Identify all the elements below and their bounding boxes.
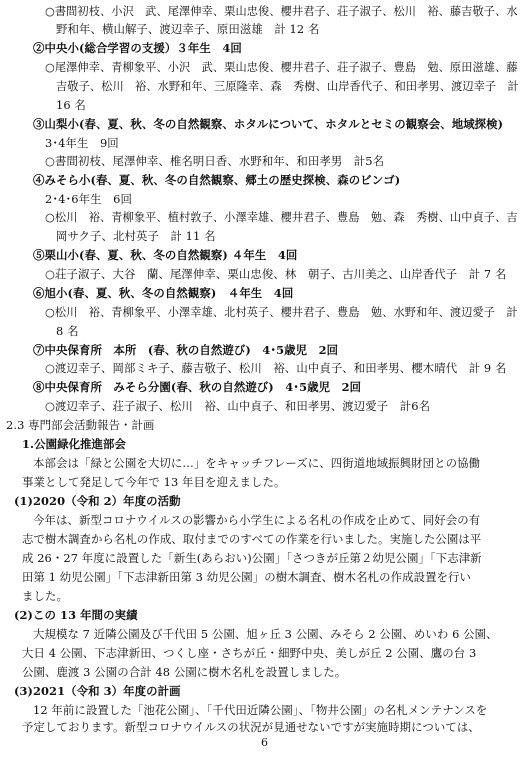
paragraph-line: 今年は、新型コロナウイルスの影響から小学生による名札の作成を止めて、同好会の有	[33, 513, 481, 527]
text-line: ○渡辺幸子、岡部ミキ子、藤吉敬子、松川 裕、山中貞子、和田孝男、櫻木晴代 計 9 名	[45, 361, 507, 375]
section-heading: ⑧中央保育所 みそら分園(春、秋の自然遊び) 4･5歳児 2回	[33, 380, 362, 394]
paragraph-line: 大規模な 7 近隣公園及び千代田 5 公園、旭ヶ丘 3 公園、みそら 2 公園、めいわ 6 公園、	[33, 627, 498, 641]
text-line: ○書間初枝、尾澤伸幸、椎名明日香、水野和年、和田孝男 計5名	[45, 154, 385, 168]
paragraph-line: 大日 4 公園、下志津新田、つくし座・さちが丘・細野中央、美しが丘 2 公園、鷹の台 3	[22, 646, 477, 660]
paragraph-line: 公園、鹿渡 3 公園の合計 48 公園に樹木名札を設置しました。	[22, 665, 347, 679]
text-line: ○渡辺幸子、荘子淑子、松川 裕、山中貞子、和田孝男、渡辺愛子 計6名	[45, 399, 431, 413]
page-number: 6	[261, 736, 268, 749]
text-line: 吉敬子、松川 裕、水野和年、三原隆幸、森 秀樹、山岸香代子、和田孝男、渡辺幸子 計	[56, 80, 519, 93]
chapter-heading: 2.3 専門部会活動報告・計画	[6, 418, 155, 432]
section-heading: ⑤栗山小(春、夏、秋、冬の自然観察) ４年生 4回	[33, 248, 298, 262]
paragraph-line: 予定しております。新型コロナウイルスの状況が見通せないですが実施時期については、	[22, 720, 480, 734]
section-heading: ③山梨小(春、夏、秋、冬の自然観察、ホタルについて、ホタルとセミの観察会、地域探検)	[33, 117, 504, 131]
section-heading: ⑦中央保育所 本所 (春、秋の自然遊び) 4･5歳児 2回	[33, 343, 339, 357]
text-line: 2･4･6年生 6回	[45, 192, 132, 206]
paragraph-line: 成 26・27 年度に設置した「新生(あらおい)公園」「さつきが丘第２幼児公園」「下志津新	[22, 551, 482, 565]
text-line: ○松川 裕、青柳象平、小澤幸雄、北村英子、櫻井君子、豊島 勉、水野和年、渡辺愛子 計	[45, 306, 518, 319]
section-heading: ②中央小(総合学習の支援）３年生 4回	[33, 41, 242, 55]
text-line: ○荘子淑子、大谷 蘭、尾澤伸幸、栗山忠俊、林 朝子、古川美之、山岸香代子 計 7 名	[45, 267, 507, 281]
text-line: ○松川 裕、青柳象平、植村敦子、小澤幸雄、櫻井君子、豊島 勉、森 秀樹、山中貞子、吉	[45, 211, 518, 224]
paragraph-line: 田第 1 幼児公園」「下志津新田第 3 幼児公園」の樹木調査、樹木名札の作成設置を行い	[22, 570, 472, 584]
subsection-heading: 1.公園緑化推進部会	[22, 437, 127, 451]
paragraph-line: ました。	[22, 589, 68, 603]
section-heading: ⑥旭小(春、夏、秋、冬の自然観察) ４年生 4回	[33, 286, 294, 300]
subsection-heading: (1)2020（令和 2）年度の活動	[14, 494, 181, 508]
text-line: 岡サク子、北村英子 計 11 名	[56, 229, 216, 243]
text-line: 16 名	[56, 98, 86, 112]
text-line: ○尾澤伸幸、青柳象平、小沢 武、栗山忠俊、櫻井君子、荘子淑子、豊島 勉、原田滋雄、藤	[45, 61, 518, 74]
paragraph-line: 事業として発足して今年で 13 年目を迎えました。	[22, 475, 286, 489]
text-line: ○書間初枝、小沢 武、尾澤伸幸、栗山忠俊、櫻井君子、荘子淑子、松川 裕、藤吉敬子、水	[45, 5, 518, 18]
paragraph-line: 志で樹木調査から名札の作成、取付までのすべての作業を行いました。実施した公園は平	[22, 532, 482, 546]
text-line: 3･4年生 9回	[45, 136, 119, 150]
text-line: 8 名	[56, 324, 79, 338]
paragraph-line: 12 年前に設置した「池花公園」、「千代田近隣公園」、「物井公園」の名札メンテナンスを	[33, 703, 488, 717]
paragraph-line: 本部会は「緑と公園を大切に…」をキャッチフレーズに、四街道地域振興財団との協働	[33, 456, 481, 470]
subsection-heading: (2)この 13 年間の実績	[14, 608, 138, 622]
section-heading: ④みそら小(春、夏、秋、冬の自然観察、郷土の歴史探検、森のビンゴ)	[33, 173, 401, 187]
subsection-heading: (3)2021（令和 3）年度の計画	[14, 684, 181, 698]
text-line: 野和年、横山解子、渡辺幸子、原田滋雄 計 12 名	[56, 22, 320, 36]
